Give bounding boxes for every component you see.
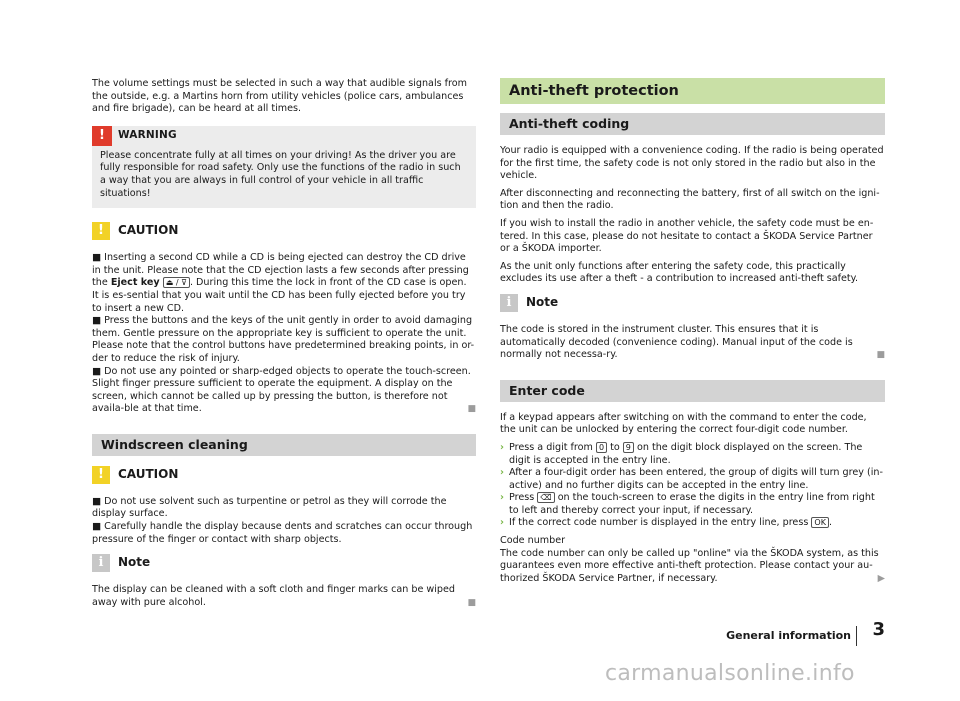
step-text: Press bbox=[509, 492, 535, 504]
step-2 bbox=[500, 467, 885, 492]
ok-key: OK bbox=[811, 517, 829, 528]
note-text-left bbox=[92, 584, 476, 609]
bullet-text: . During this time the lock in front of the CD case is open. It is es-sential that you wait until the CD has been fully ejected before you try to insert a new CD. bbox=[92, 277, 467, 314]
warning-header bbox=[92, 126, 476, 146]
caution-2-bullet-1: ■ Do not use solvent such as turpentine or petrol as they will corrode the display surface. bbox=[92, 495, 447, 520]
backspace-key-icon: ⌫ bbox=[537, 492, 554, 503]
note-body: The code is stored in the instrument cluster. This ensures that it is automatically decoded (convenience coding). Manual input of the code is normally not necessa-ry. bbox=[500, 323, 853, 361]
intro-paragraph: The volume settings must be selected in such a way that audible signals from the outside, e.g. a Martins horn from utility vehicles (police cars, ambulances and fire brigade), can be heard at all times. bbox=[92, 78, 467, 115]
digit-key-9: 9 bbox=[623, 442, 634, 453]
chapter-title: Anti-theft protection bbox=[500, 78, 885, 104]
coding-paragraph-1: Your radio is equipped with a convenience coding. If the radio is being operated for the first time, the safety code is not only stored in the radio but also in the vehicle. bbox=[500, 145, 884, 182]
note-text-right bbox=[500, 324, 885, 362]
step-text: . bbox=[828, 517, 833, 529]
caution-title-2: CAUTION bbox=[118, 466, 179, 481]
continue-arrow-icon: ▶ bbox=[877, 572, 885, 584]
code-number-text bbox=[500, 548, 885, 586]
eject-key-icon: ⏏ / ⊽ bbox=[163, 277, 190, 288]
eject-key-label: Eject key bbox=[110, 277, 160, 289]
note-title-left: Note bbox=[118, 555, 151, 570]
warning-title: WARNING bbox=[118, 128, 177, 141]
caution-1-bullet-3 bbox=[92, 366, 476, 416]
section-title-windscreen: Windscreen cleaning bbox=[92, 434, 476, 456]
step-4 bbox=[500, 517, 885, 530]
caution-icon: ! bbox=[92, 466, 110, 484]
warning-icon: ! bbox=[92, 126, 112, 146]
step-text: on the touch-screen to erase the digits in the entry line from right to left and thereby correct your input, if necessary. bbox=[509, 492, 875, 516]
note-body: The display can be cleaned with a soft cloth and finger marks can be wiped away with pure alcohol. bbox=[92, 584, 455, 608]
coding-paragraph-2: After disconnecting and reconnecting the battery, first of all switch on the igni-tion and then the radio. bbox=[500, 187, 880, 212]
info-icon: i bbox=[500, 294, 518, 312]
step-arrow-icon: › bbox=[500, 467, 504, 479]
footer-section-label: General information bbox=[726, 629, 851, 642]
section-end-icon: ■ bbox=[467, 597, 476, 608]
page-number: 3 bbox=[872, 619, 885, 640]
caution-icon: ! bbox=[92, 222, 110, 240]
watermark: carmanualsonline.info bbox=[605, 661, 855, 686]
info-icon: i bbox=[92, 554, 110, 572]
caution-title-1: CAUTION bbox=[118, 223, 179, 238]
bullet-text: ■ Inserting a second CD while a CD is being ejected can destroy the CD drive in the unit. Please note that the CD ejection lasts a few seconds after pressing the bbox=[92, 252, 469, 289]
coding-paragraph-4: As the unit only functions after entering the safety code, this practically excludes its use after a theft - a contribution to increased anti-theft safety. bbox=[500, 260, 859, 285]
step-1 bbox=[500, 442, 885, 467]
note-header-left bbox=[92, 554, 476, 578]
code-number-heading: Code number bbox=[500, 535, 566, 547]
note-header-right bbox=[500, 294, 885, 318]
step-arrow-icon: › bbox=[500, 441, 504, 453]
caution-header-2 bbox=[92, 466, 476, 490]
code-body: The code number can only be called up "online" via the ŠKODA system, as this guarantees even more effective anti-theft protection. Please contact your au-thorized ŠKODA Service Partner, if necessary. bbox=[500, 547, 879, 584]
left-column bbox=[92, 78, 476, 614]
section-end-icon: ■ bbox=[467, 404, 476, 415]
step-text: to bbox=[610, 441, 620, 453]
step-text: on the digit block displayed on the screen. The digit is accepted in the entry line. bbox=[509, 441, 863, 466]
warning-box bbox=[92, 126, 476, 208]
warning-text: Please concentrate fully at all times on your driving! As the driver you are fully responsible for road safety. Only use the functions of the radio in such a way that you are always in full control of your vehicle in all traffic situations! bbox=[100, 149, 461, 199]
digit-key-0: 0 bbox=[596, 442, 607, 453]
caution-header-1 bbox=[92, 222, 476, 246]
step-text: After a four-digit order has been entered, the group of digits will turn grey (in-active) and no further digits can be accepted in the entry line. bbox=[509, 467, 883, 491]
section-title-coding: Anti-theft coding bbox=[500, 113, 885, 135]
step-3 bbox=[500, 492, 885, 517]
step-arrow-icon: › bbox=[500, 517, 504, 529]
bullet-text: ■ Do not use any pointed or sharp-edged objects to operate the touch-screen. Slight finger pressure sufficient to operate the equipment. A display on the screen, which cannot be called up by pressing the button, is therefore not availa-ble at that time. bbox=[92, 365, 471, 415]
right-column bbox=[500, 78, 885, 590]
page-footer bbox=[500, 619, 885, 646]
caution-2-bullet-2: ■ Carefully handle the display because dents and scratches can occur through pressure of the finger or contact with sharp objects. bbox=[92, 521, 473, 545]
section-title-enter-code: Enter code bbox=[500, 380, 885, 402]
note-title-right: Note bbox=[526, 294, 559, 309]
step-text: Press a digit from bbox=[509, 441, 593, 453]
caution-1-bullet-1 bbox=[92, 252, 476, 315]
caution-1-bullet-2: ■ Press the buttons and the keys of the unit gently in order to avoid damaging them. Gentle pressure on the appropriate key is sufficient to operate the unit. Please note that the control buttons have predetermined breaking points, in or-der to reduce the risk of injury. bbox=[92, 315, 475, 364]
enter-code-intro: If a keypad appears after switching on with the command to enter the code, the unit can be unlocked by entering the correct four-digit code number. bbox=[500, 411, 867, 436]
step-arrow-icon: › bbox=[500, 492, 504, 504]
coding-paragraph-3: If you wish to install the radio in another vehicle, the safety code must be en-tered. In this case, please do not hesitate to contact a ŠKODA Service Partner or a ŠKODA importer. bbox=[500, 217, 874, 255]
section-end-icon: ■ bbox=[876, 350, 885, 361]
footer-divider bbox=[856, 626, 857, 646]
step-text: If the correct code number is displayed in the entry line, press bbox=[509, 517, 809, 529]
